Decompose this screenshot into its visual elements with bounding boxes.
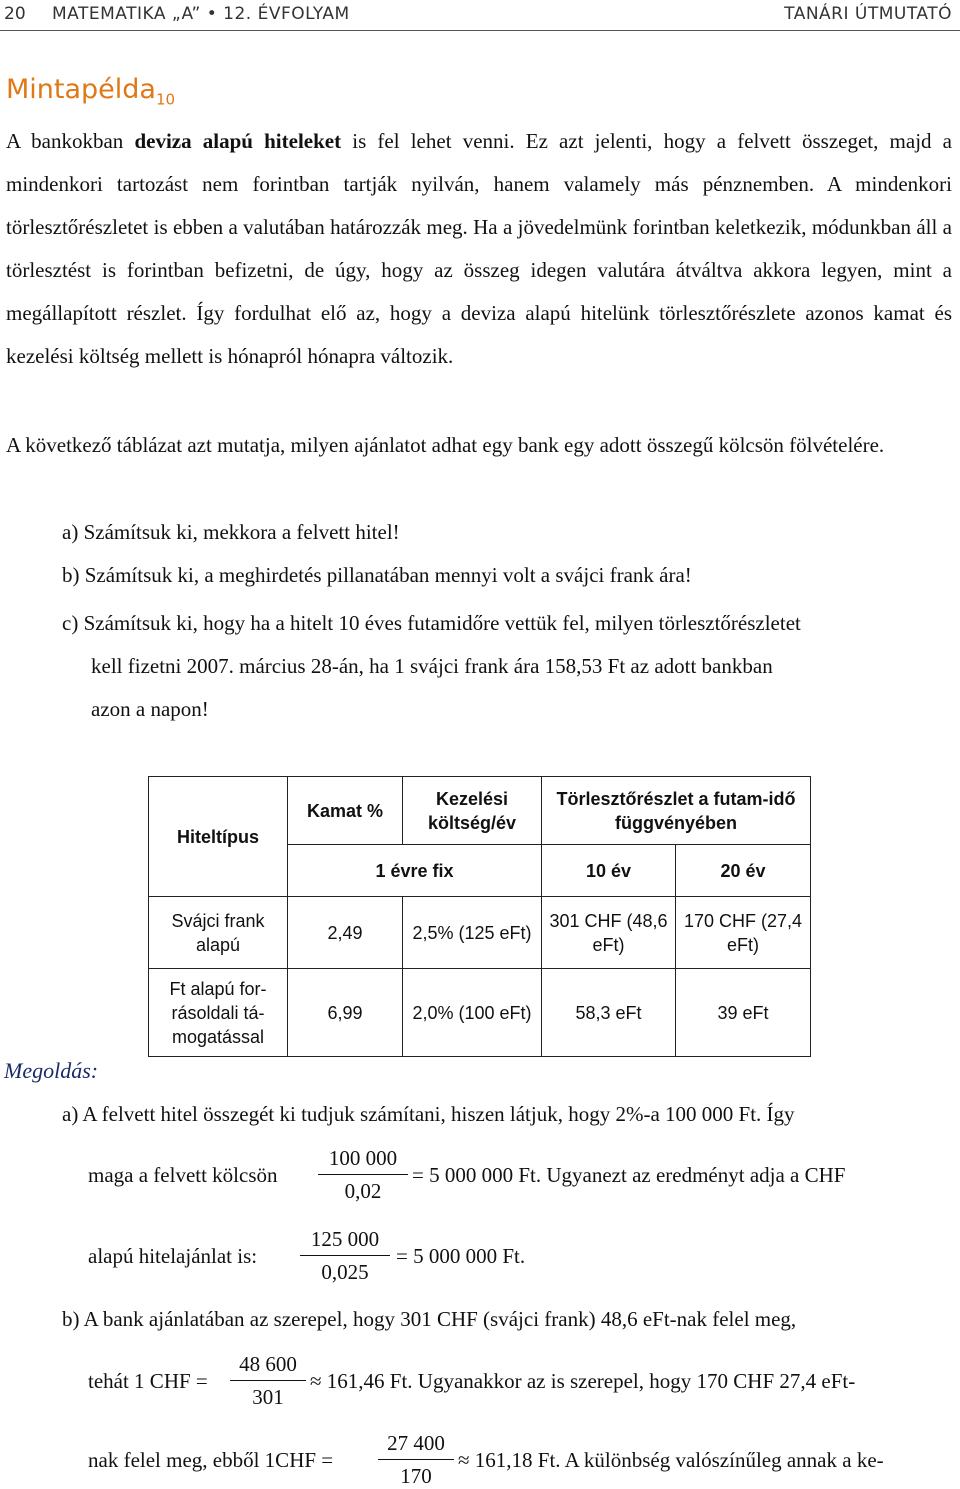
table-intro-paragraph: A következő táblázat azt mutatja, milyen ajánlatot adhat egy bank egy adott összegű kölcsön fölvételére. bbox=[6, 433, 885, 457]
task-c bbox=[62, 602, 952, 731]
header-installment: Törlesztőrészlet a futam-idő függvényében bbox=[542, 777, 811, 845]
table-header-row bbox=[149, 777, 811, 845]
cell-rate: 2,49 bbox=[288, 897, 403, 969]
solution-b-line2-post: ≈ 161,46 Ft. Ugyanakkor az is szerepel, hogy 170 CHF 27,4 eFt- bbox=[310, 1369, 856, 1393]
solution-b-line1: b) A bank ajánlatában az szerepel, hogy 301 CHF (svájci frank) 48,6 eFt-nak felel meg, bbox=[62, 1307, 797, 1331]
subheader-fixed-1-year: 1 évre fix bbox=[288, 845, 542, 897]
cell-type: Svájci frank alapú bbox=[149, 897, 288, 969]
header-handling-fee: Kezelési költség/év bbox=[403, 777, 542, 845]
example-title bbox=[6, 74, 175, 108]
cell-20-years: 170 CHF (27,4 eFt) bbox=[676, 897, 811, 969]
subheader-20-years: 20 év bbox=[676, 845, 811, 897]
cell-rate: 6,99 bbox=[288, 969, 403, 1057]
solution-a-line2-pre: maga a felvett kölcsön bbox=[88, 1163, 278, 1187]
fraction-b1-bar bbox=[230, 1380, 306, 1381]
loan-offer-table bbox=[148, 776, 811, 1057]
fraction-b1-denominator: 301 bbox=[252, 1385, 284, 1409]
fraction-b1 bbox=[230, 1352, 306, 1409]
fraction-a1 bbox=[318, 1146, 408, 1203]
fraction-a2 bbox=[300, 1227, 390, 1284]
solution-a-line3-pre: alapú hitelajánlat is: bbox=[88, 1244, 258, 1268]
intro-post: is fel lehet venni. Ez azt jelenti, hogy a felvett összeget, majd a mindenkori tartozást nem forintban tartják nyilván, hanem valamely más pénznemben. A mindenkori törlesztőrészletet is ebben a valutában határozzák meg. Ha a jövedelmünk forintban keletkezik, módunkban áll a törlesztést is forintban befizetni, de úgy, hogy az összeg idegen valutára átváltva akkora legyen, mint a megállapított részlet. Így fordulhat elő az, hogy a deviza alapú hitelünk törlesztőrészlete azonos kamat és kezelési költség mellett is hónapról hónapra változik. bbox=[6, 129, 953, 368]
fraction-b2 bbox=[378, 1431, 454, 1488]
table-row bbox=[149, 969, 811, 1057]
solution-b-line3-pre: nak felel meg, ebből 1CHF = bbox=[88, 1448, 334, 1472]
intro-pre: A bankokban bbox=[6, 129, 135, 153]
task-a: a) Számítsuk ki, mekkora a felvett hitel! bbox=[62, 520, 400, 544]
fraction-a2-denominator: 0,025 bbox=[321, 1260, 369, 1284]
page-header bbox=[0, 0, 960, 31]
subheader-10-years: 10 év bbox=[542, 845, 676, 897]
cell-10-years: 301 CHF (48,6 eFt) bbox=[542, 897, 676, 969]
header-subject: MATEMATIKA „A” • 12. ÉVFOLYAM bbox=[52, 4, 350, 24]
intro-paragraph bbox=[6, 120, 952, 378]
fraction-b2-bar bbox=[378, 1459, 454, 1460]
solution-a-line3-post: = 5 000 000 Ft. bbox=[396, 1244, 526, 1268]
task-c-line3: azon a napon! bbox=[91, 697, 209, 721]
solution-b-line2-pre: tehát 1 CHF = bbox=[88, 1369, 208, 1393]
task-c-line1: c) Számítsuk ki, hogy ha a hitelt 10 éves futamidőre vettük fel, milyen törlesztőrészletet bbox=[62, 611, 801, 635]
task-b: b) Számítsuk ki, a meghirdetés pillanatában mennyi volt a svájci frank ára! bbox=[62, 563, 692, 587]
fraction-a1-numerator: 100 000 bbox=[328, 1146, 398, 1170]
cell-fee: 2,5% (125 eFt) bbox=[403, 897, 542, 969]
cell-fee: 2,0% (100 eFt) bbox=[403, 969, 542, 1057]
fraction-a2-bar bbox=[300, 1255, 390, 1256]
example-number: 10 bbox=[155, 90, 176, 109]
fraction-b2-numerator: 27 400 bbox=[387, 1431, 445, 1455]
cell-type: Ft alapú for-rásoldali tá-mogatással bbox=[149, 969, 288, 1057]
fraction-b2-denominator: 170 bbox=[400, 1464, 432, 1488]
cell-10-years: 58,3 eFt bbox=[542, 969, 676, 1057]
cell-20-years: 39 eFt bbox=[676, 969, 811, 1057]
solution-a-line2-post: = 5 000 000 Ft. Ugyanezt az eredményt adja a CHF bbox=[412, 1163, 846, 1187]
task-c-line2: kell fizetni 2007. március 28-án, ha 1 svájci frank ára 158,53 Ft az adott bankban bbox=[91, 654, 773, 678]
fraction-a2-numerator: 125 000 bbox=[310, 1227, 380, 1251]
intro-bold: deviza alapú hiteleket bbox=[134, 129, 342, 153]
header-loan-type: Hiteltípus bbox=[149, 777, 288, 897]
header-right-title: TANÁRI ÚTMUTATÓ bbox=[784, 4, 952, 24]
fraction-a1-bar bbox=[318, 1174, 408, 1175]
page-number: 20 bbox=[4, 4, 26, 24]
header-interest-rate: Kamat % bbox=[288, 777, 403, 845]
example-title-text: Mintapélda bbox=[6, 74, 156, 105]
fraction-a1-denominator: 0,02 bbox=[344, 1179, 382, 1203]
solution-a-line1: a) A felvett hitel összegét ki tudjuk számítani, hiszen látjuk, hogy 2%-a 100 000 Ft. Így bbox=[62, 1102, 795, 1126]
fraction-b1-numerator: 48 600 bbox=[239, 1352, 297, 1376]
table-row bbox=[149, 897, 811, 969]
solution-b-line3-post: ≈ 161,18 Ft. A különbség valószínűleg annak a ke- bbox=[458, 1448, 884, 1472]
solution-label: Megoldás: bbox=[4, 1058, 99, 1083]
